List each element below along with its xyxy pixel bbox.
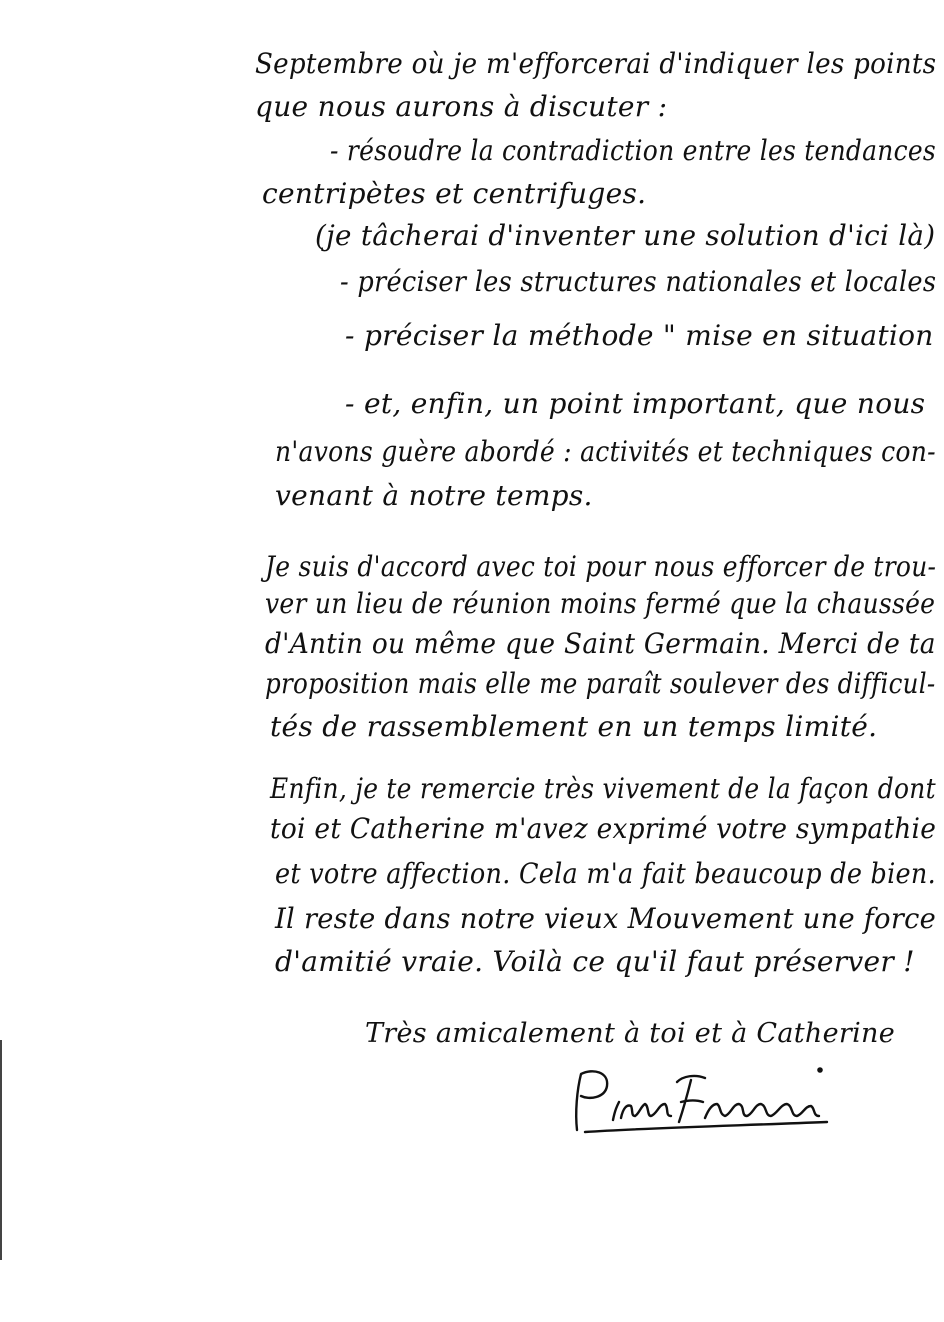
closing-line: Très amicalement à toi et à Catherine xyxy=(365,1018,895,1049)
letter-line: toi et Catherine m'avez exprimé votre sympathie xyxy=(270,812,937,845)
scan-edge-mark xyxy=(0,1040,2,1260)
letter-line: et votre affection. Cela m'a fait beaucoup de bien. xyxy=(275,857,936,890)
letter-line: (je tâcherai d'inventer une solution d'ici là) xyxy=(315,219,936,252)
letter-line: d'Antin ou même que Saint Germain. Merci de ta xyxy=(265,627,936,660)
letter-line: Septembre où je m'efforcerai d'indiquer les points xyxy=(255,47,937,80)
letter-line: - préciser les structures nationales et locales xyxy=(340,265,937,298)
letter-line: d'amitié vraie. Voilà ce qu'il faut préserver ! xyxy=(275,945,915,978)
letter-line: Il reste dans notre vieux Mouvement une force xyxy=(275,902,937,935)
letter-line: centripètes et centrifuges. xyxy=(262,177,647,210)
letter-line: - résoudre la contradiction entre les tendances xyxy=(330,134,936,167)
letter-line: - préciser la méthode " mise en situation xyxy=(345,319,934,352)
letter-line: tés de rassemblement en un temps limité. xyxy=(270,710,878,743)
letter-line: proposition mais elle me paraît soulever des difficul- xyxy=(265,667,936,700)
letter-line: Je suis d'accord avec toi pour nous efforcer de trou- xyxy=(265,550,937,583)
letter-line: que nous aurons à discuter : xyxy=(255,90,668,123)
signature-icon xyxy=(565,1062,845,1137)
letter-line: ver un lieu de réunion moins fermé que la chaussée xyxy=(265,587,936,620)
letter-line: Enfin, je te remercie très vivement de la façon dont xyxy=(270,772,936,805)
letter-line: venant à notre temps. xyxy=(275,479,593,512)
letter-line: n'avons guère abordé : activités et techniques con- xyxy=(275,435,936,468)
letter-line: - et, enfin, un point important, que nous xyxy=(345,387,926,420)
